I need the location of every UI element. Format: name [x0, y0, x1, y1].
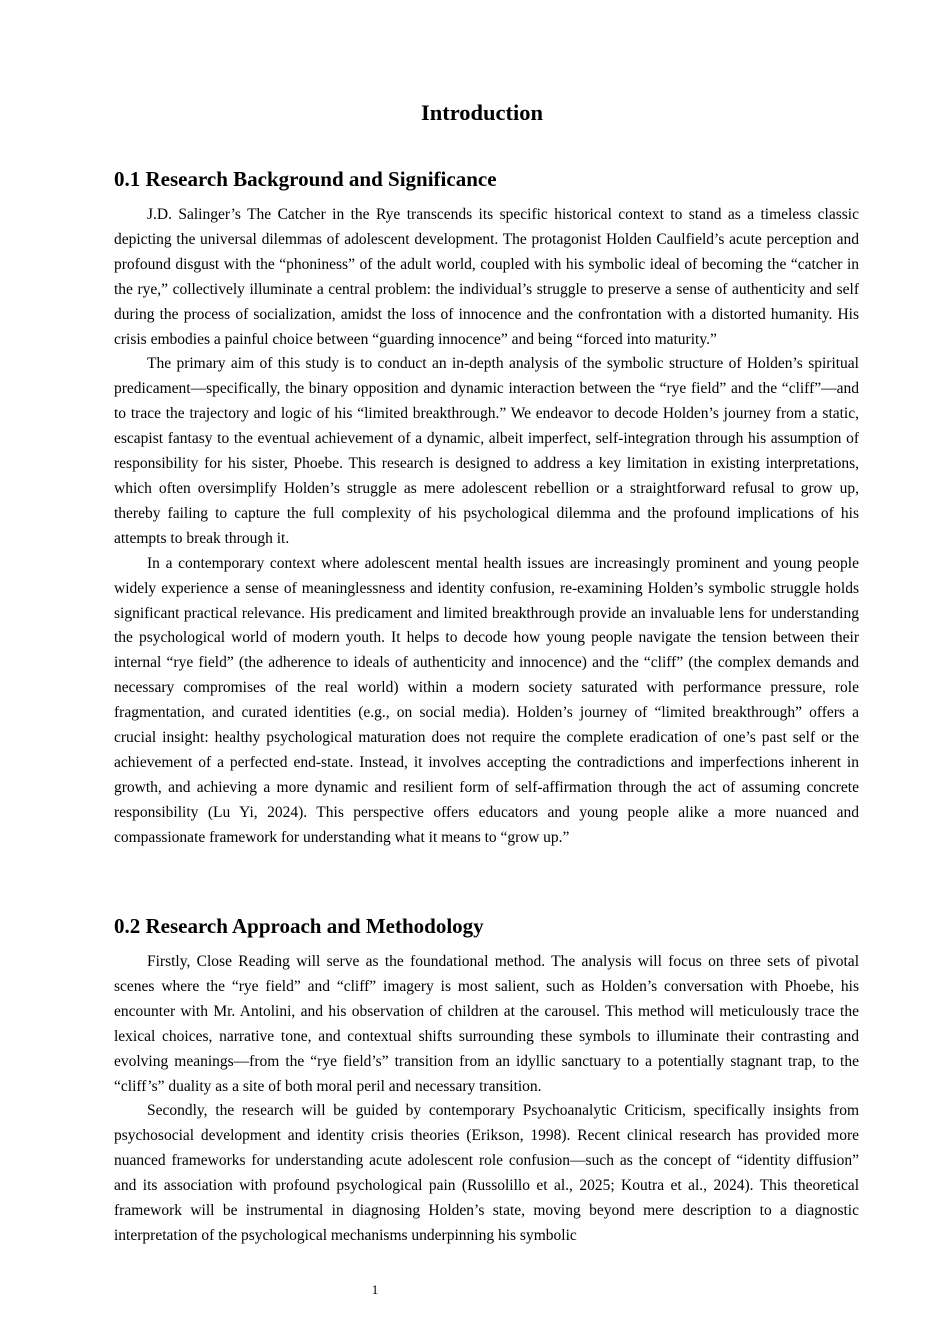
- paragraph: The primary aim of this study is to conduct an in-depth analysis of the symbolic structure of Holden’s spiritual predicament—specifically, the binary opposition and dynamic interaction between the “rye field” and the “cliff”—and to trace the trajectory and logic of his “limited breakthrough.” We endeavor to decode Holden’s journey from a static, escapist fantasy to the eventual achievement of a dynamic, albeit imperfect, self-integration through his assumption of responsibility for his sister, Phoebe. This research is designed to address a key limitation in existing interpretations, which often oversimplify Holden’s struggle as mere adolescent rebellion or a straightforward refusal to grow up, thereby failing to capture the full complexity of his psychological dilemma and the profound implications of his attempts to break through it.: [114, 355, 859, 547]
- page-title: Introduction: [420, 100, 544, 125]
- paragraph: Firstly, Close Reading will serve as the foundational method. The analysis will focus on three sets of pivotal scenes where the “rye field” and “cliff” imagery is most salient, such as Holden’s conversation with Phoebe, his encounter with Mr. Antolini, and his observation of children at the carousel. This method will meticulously trace the lexical choices, narrative tone, and contextual shifts surrounding these symbols to illuminate their contrasting and evolving meanings—from the “rye field’s” transition from an idyllic sanctuary to a potentially stagnant trap, to the “cliff’s” duality as a site of both moral peril and necessary transition.: [114, 953, 859, 1095]
- section-body-background: [114, 203, 859, 851]
- section-heading-background: 0.1 Research Background and Significance: [114, 167, 497, 191]
- section-heading-methodology: 0.2 Research Approach and Methodology: [114, 914, 484, 938]
- paragraph: J.D. Salinger’s The Catcher in the Rye transcends its specific historical context to stand as a timeless classic depicting the universal dilemmas of adolescent development. The protagonist Holden Caulfield’s acute perception and profound disgust with the “phoniness” of the adult world, coupled with his symbolic ideal of becoming the “catcher in the rye,” collectively illuminate a central problem: the individual’s struggle to preserve a sense of authenticity and self during the process of socialization, amidst the loss of innocence and the confrontation with a distorted humanity. His crisis embodies a painful choice between “guarding innocence” and being “forced into maturity.”: [114, 206, 859, 348]
- section-body-methodology: [114, 950, 859, 1249]
- paragraph: In a contemporary context where adolescent mental health issues are increasingly prominent and young people widely experience a sense of meaninglessness and identity confusion, re-examining Holden’s symbolic struggle holds significant practical relevance. His predicament and limited breakthrough provide an invaluable lens for understanding the psychological world of modern youth. It helps to decode how young people navigate the tension between their internal “rye field” (the adherence to ideals of authenticity and innocence) and the “cliff” (the complex demands and necessary compromises of the real world) within a modern society saturated with performance pressure, role fragmentation, and curated identities (e.g., on social media). Holden’s journey of “limited breakthrough” offers a crucial insight: healthy psychological maturation does not require the complete eradication of one’s past self or the achievement of a perfected end-state. Instead, it involves accepting the contradictions and imperfections inherent in growth, and achieving a more dynamic and resilient form of self-affirmation through the act of assuming concrete responsibility (Lu Yi, 2024). This perspective offers educators and young people alike a more nuanced and compassionate framework for understanding what it means to “grow up.”: [114, 554, 859, 846]
- page-number: 1: [371, 1282, 379, 1297]
- paragraph: Secondly, the research will be guided by contemporary Psychoanalytic Criticism, specifically insights from psychosocial development and identity crisis theories (Erikson, 1998). Recent clinical research has provided more nuanced frameworks for understanding acute adolescent role confusion—such as the concept of “identity diffusion” and its association with profound psychological pain (Russolillo et al., 2025; Koutra et al., 2024). This theoretical framework will be instrumental in diagnosing Holden’s state, moving beyond mere description to a diagnostic interpretation of the psychological mechanisms underpinning his symbolic: [114, 1102, 859, 1244]
